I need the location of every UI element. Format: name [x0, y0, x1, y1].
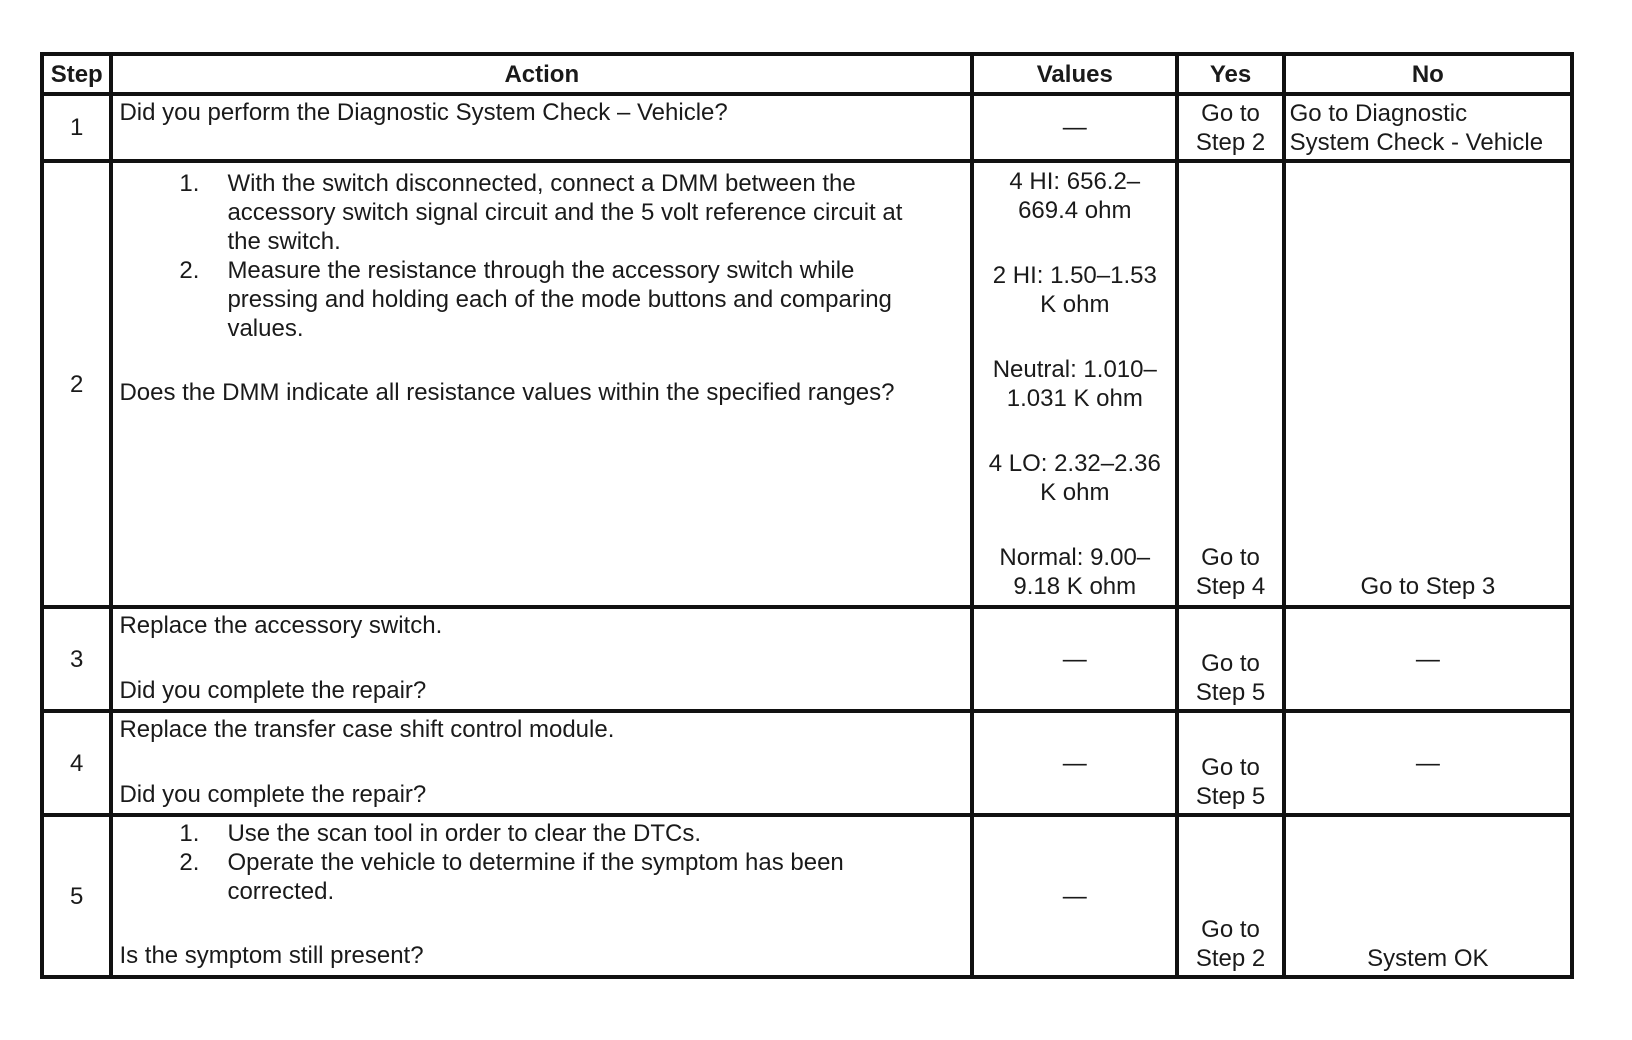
step-number: 3: [42, 607, 111, 711]
value-line: 9.18 K ohm: [1013, 573, 1137, 600]
action-cell: [111, 711, 972, 815]
header-row: [42, 54, 1572, 94]
values-cell: —: [972, 607, 1177, 711]
list-text: With the switch disconnected, connect a DMM between the accessory switch signal circuit and the 5 volt reference circuit at the switch.: [227, 170, 903, 255]
yes-line: Step 5: [1195, 679, 1266, 706]
table-row: [42, 711, 1572, 815]
value-item: [980, 355, 1169, 413]
value-item: [980, 261, 1169, 319]
list-item: [119, 256, 964, 343]
action-text: Replace the accessory switch.: [119, 612, 443, 639]
list-text: Use the scan tool in order to clear the DTCs.: [227, 820, 701, 847]
header-no: No: [1284, 54, 1572, 94]
list-number: 2.: [179, 257, 200, 284]
list-item: [119, 819, 964, 848]
step-number: 5: [42, 815, 111, 977]
action-cell: [111, 161, 972, 607]
table-row: [42, 815, 1572, 977]
values-cell: [972, 161, 1177, 607]
no-line: Go to Diagnostic: [1289, 99, 1468, 127]
value-line: K ohm: [1040, 479, 1110, 506]
step-number: 2: [42, 161, 111, 607]
value-line: Normal: 9.00–: [999, 544, 1151, 571]
action-question: Did you complete the repair?: [119, 677, 427, 704]
list-item: [119, 169, 964, 256]
header-values: Values: [972, 54, 1177, 94]
action-text: Replace the transfer case shift control module.: [119, 716, 615, 743]
value-line: 4 LO: 2.32–2.36: [988, 450, 1161, 477]
values-cell: —: [972, 815, 1177, 977]
no-cell: [1284, 94, 1572, 161]
table-row: [42, 94, 1572, 161]
action-cell: [111, 607, 972, 711]
value-line: K ohm: [1040, 291, 1110, 318]
value-line: 669.4 ohm: [1018, 197, 1132, 224]
value-line: 1.031 K ohm: [1006, 385, 1143, 412]
yes-line: Step 4: [1195, 573, 1266, 600]
yes-line: Step 2: [1195, 945, 1266, 972]
list-number: 1.: [179, 820, 200, 847]
yes-cell: [1177, 161, 1283, 607]
no-cell: Go to Step 3: [1284, 161, 1572, 607]
diagnostic-table-container: [40, 52, 1574, 979]
values-cell: —: [972, 711, 1177, 815]
diagnostic-table: [40, 52, 1574, 979]
yes-line: Step 5: [1195, 783, 1266, 810]
yes-line: Go to: [1201, 544, 1260, 571]
yes-line: Step 2: [1195, 128, 1266, 156]
action-cell: [111, 94, 972, 161]
value-item: [980, 449, 1169, 507]
list-text: Operate the vehicle to determine if the symptom has been corrected.: [227, 849, 844, 905]
value-line: Neutral: 1.010–: [992, 356, 1157, 383]
action-text: Did you perform the Diagnostic System Check – Vehicle?: [119, 99, 728, 126]
action-question: Does the DMM indicate all resistance values within the specified ranges?: [119, 379, 895, 406]
values-cell: —: [972, 94, 1177, 161]
list-number: 2.: [179, 849, 200, 876]
header-step: Step: [42, 54, 111, 94]
action-cell: [111, 815, 972, 977]
action-question: Is the symptom still present?: [119, 942, 424, 969]
action-question: Did you complete the repair?: [119, 781, 427, 808]
header-action: Action: [111, 54, 972, 94]
value-item: [980, 167, 1169, 225]
table-row: [42, 161, 1572, 607]
list-item: [119, 848, 964, 906]
yes-cell: [1177, 94, 1283, 161]
value-item: [980, 543, 1169, 601]
action-steps: [119, 169, 964, 343]
value-line: 2 HI: 1.50–1.53: [992, 262, 1157, 289]
yes-cell: [1177, 607, 1283, 711]
no-line: System Check - Vehicle: [1289, 128, 1544, 156]
yes-line: Go to: [1201, 99, 1260, 127]
step-number: 1: [42, 94, 111, 161]
no-cell: System OK: [1284, 815, 1572, 977]
yes-line: Go to: [1201, 650, 1260, 677]
table-row: [42, 607, 1572, 711]
header-yes: Yes: [1177, 54, 1283, 94]
list-text: Measure the resistance through the accessory switch while pressing and holding each of the mode buttons and comparing values.: [227, 257, 892, 342]
values-list: [974, 163, 1175, 605]
list-number: 1.: [179, 170, 200, 197]
action-steps: [119, 819, 964, 906]
yes-cell: [1177, 711, 1283, 815]
no-cell: —: [1284, 607, 1572, 711]
value-line: 4 HI: 656.2–: [1009, 168, 1141, 195]
yes-cell: [1177, 815, 1283, 977]
no-cell: —: [1284, 711, 1572, 815]
step-number: 4: [42, 711, 111, 815]
yes-line: Go to: [1201, 916, 1260, 943]
yes-line: Go to: [1201, 754, 1260, 781]
